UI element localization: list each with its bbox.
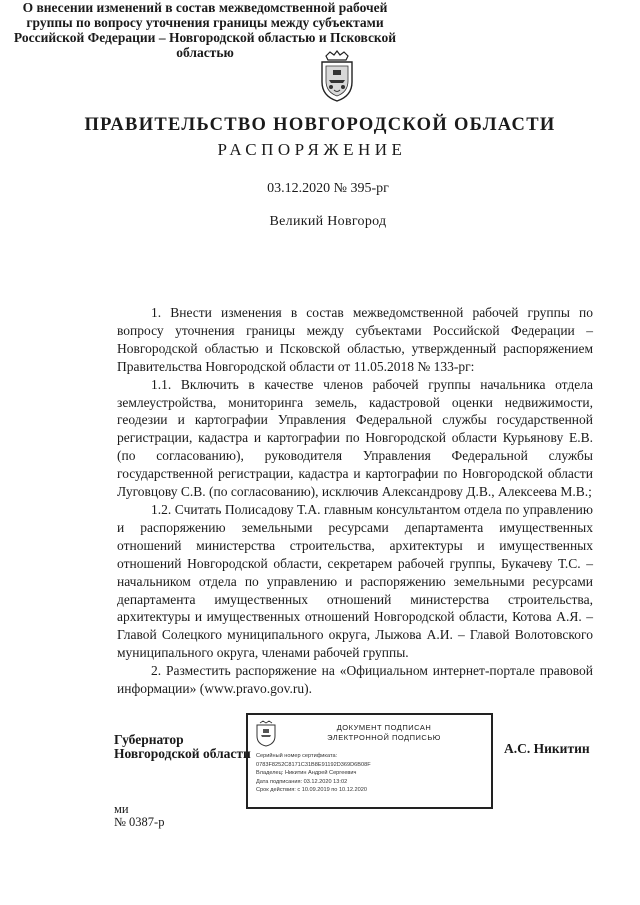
stamp-cert-label: Серийный номер сертификата: (256, 753, 338, 759)
document-body (117, 304, 593, 698)
document-type: РАСПОРЯЖЕНИЕ (217, 140, 407, 159)
stamp-title (284, 723, 484, 743)
signatory-position-line1: Губернатор (114, 732, 184, 747)
stamp-validity: Срок действия: с 10.09.2019 по 10.12.2020 (256, 787, 367, 794)
paragraph-1: 1. Внести изменения в состав межведомственной рабочей группы по вопросу уточнения границы между субъектами Российской Федерации – Новгородской областью и Псковской областью, утвержденный распоряжением Правительства Новгородской области от 11.05.2018 № 133-рг: (117, 305, 593, 374)
stamp-details (256, 752, 371, 795)
stamp-title-line1: ДОКУМЕНТ ПОДПИСАН (336, 723, 432, 732)
footer-number: № 0387-р (114, 815, 165, 829)
stamp-cert-number: 0783F8252C8171C31B8E91192D369D6B08F (256, 761, 371, 768)
signatory-position (114, 733, 251, 761)
paragraph-1-1: 1.1. Включить в качестве членов рабочей группы начальника отдела землеустройства, мониторинга земель, кадастровой оценки недвижимости, геодезии и картографии Управления Федеральной службы государственной регистрации, кадастра и картографии по Новгородской области Курьянову Е.В. (по согласованию), руководителя Управления Федеральной службы государственной регистрации, кадастра и картографии по Новгородской области Луговцову С.В. (по согласованию), исключив Александрову Д.В., Алексеева М.В.; (117, 376, 593, 500)
paragraph-2: 2. Разместить распоряжение на «Официальном интернет-портале правовой информации» (www.pravo.gov.ru). (117, 663, 593, 697)
document-subject: О внесении изменений в состав межведомственной рабочей группы по вопросу уточнения границы между субъектами Российской Федерации – Новгородской областью и Псковской областью (13, 0, 397, 60)
footer-initials: ми (114, 802, 129, 816)
coat-of-arms-icon (255, 720, 277, 747)
coat-of-arms-icon (318, 50, 356, 102)
electronic-signature-stamp (246, 713, 493, 809)
document-date-number: 03.12.2020 № 395-рг (267, 181, 389, 196)
stamp-signed-date: Дата подписания: 03.12.2020 13:02 (256, 778, 348, 785)
signatory-name: А.С. Никитин (504, 741, 590, 756)
paragraph-1-2: 1.2. Считать Полисадову Т.А. главным консультантом отдела по управлению и распоряжению земельными ресурсами департамента имущественных отношений министерства строительства, архитектуры и имущественных отношений Новгородской области, секретарем рабочей группы, Букачеву Т.С. – начальником отдела по управлению и распоряжению земельными ресурсами департамента имущественных отношений министерства строительства, архитектуры и имущественных отношений Новгородской области, Котова А.Я. – Главой Солецкого муниципального округа, Лыжова А.И. – Главой Волотовского муниципального округа, членами рабочей группы. (117, 501, 593, 661)
document-city: Великий Новгород (269, 214, 387, 229)
stamp-title-line2: ЭЛЕКТРОННОЙ ПОДПИСЬЮ (327, 733, 441, 742)
stamp-owner: Владелец: Никитин Андрей Сергеевич (256, 770, 357, 777)
document-footer (114, 803, 164, 829)
signatory-position-line2: Новгородской области (114, 746, 251, 761)
government-title: ПРАВИТЕЛЬСТВО НОВГОРОДСКОЙ ОБЛАСТИ (84, 115, 556, 135)
